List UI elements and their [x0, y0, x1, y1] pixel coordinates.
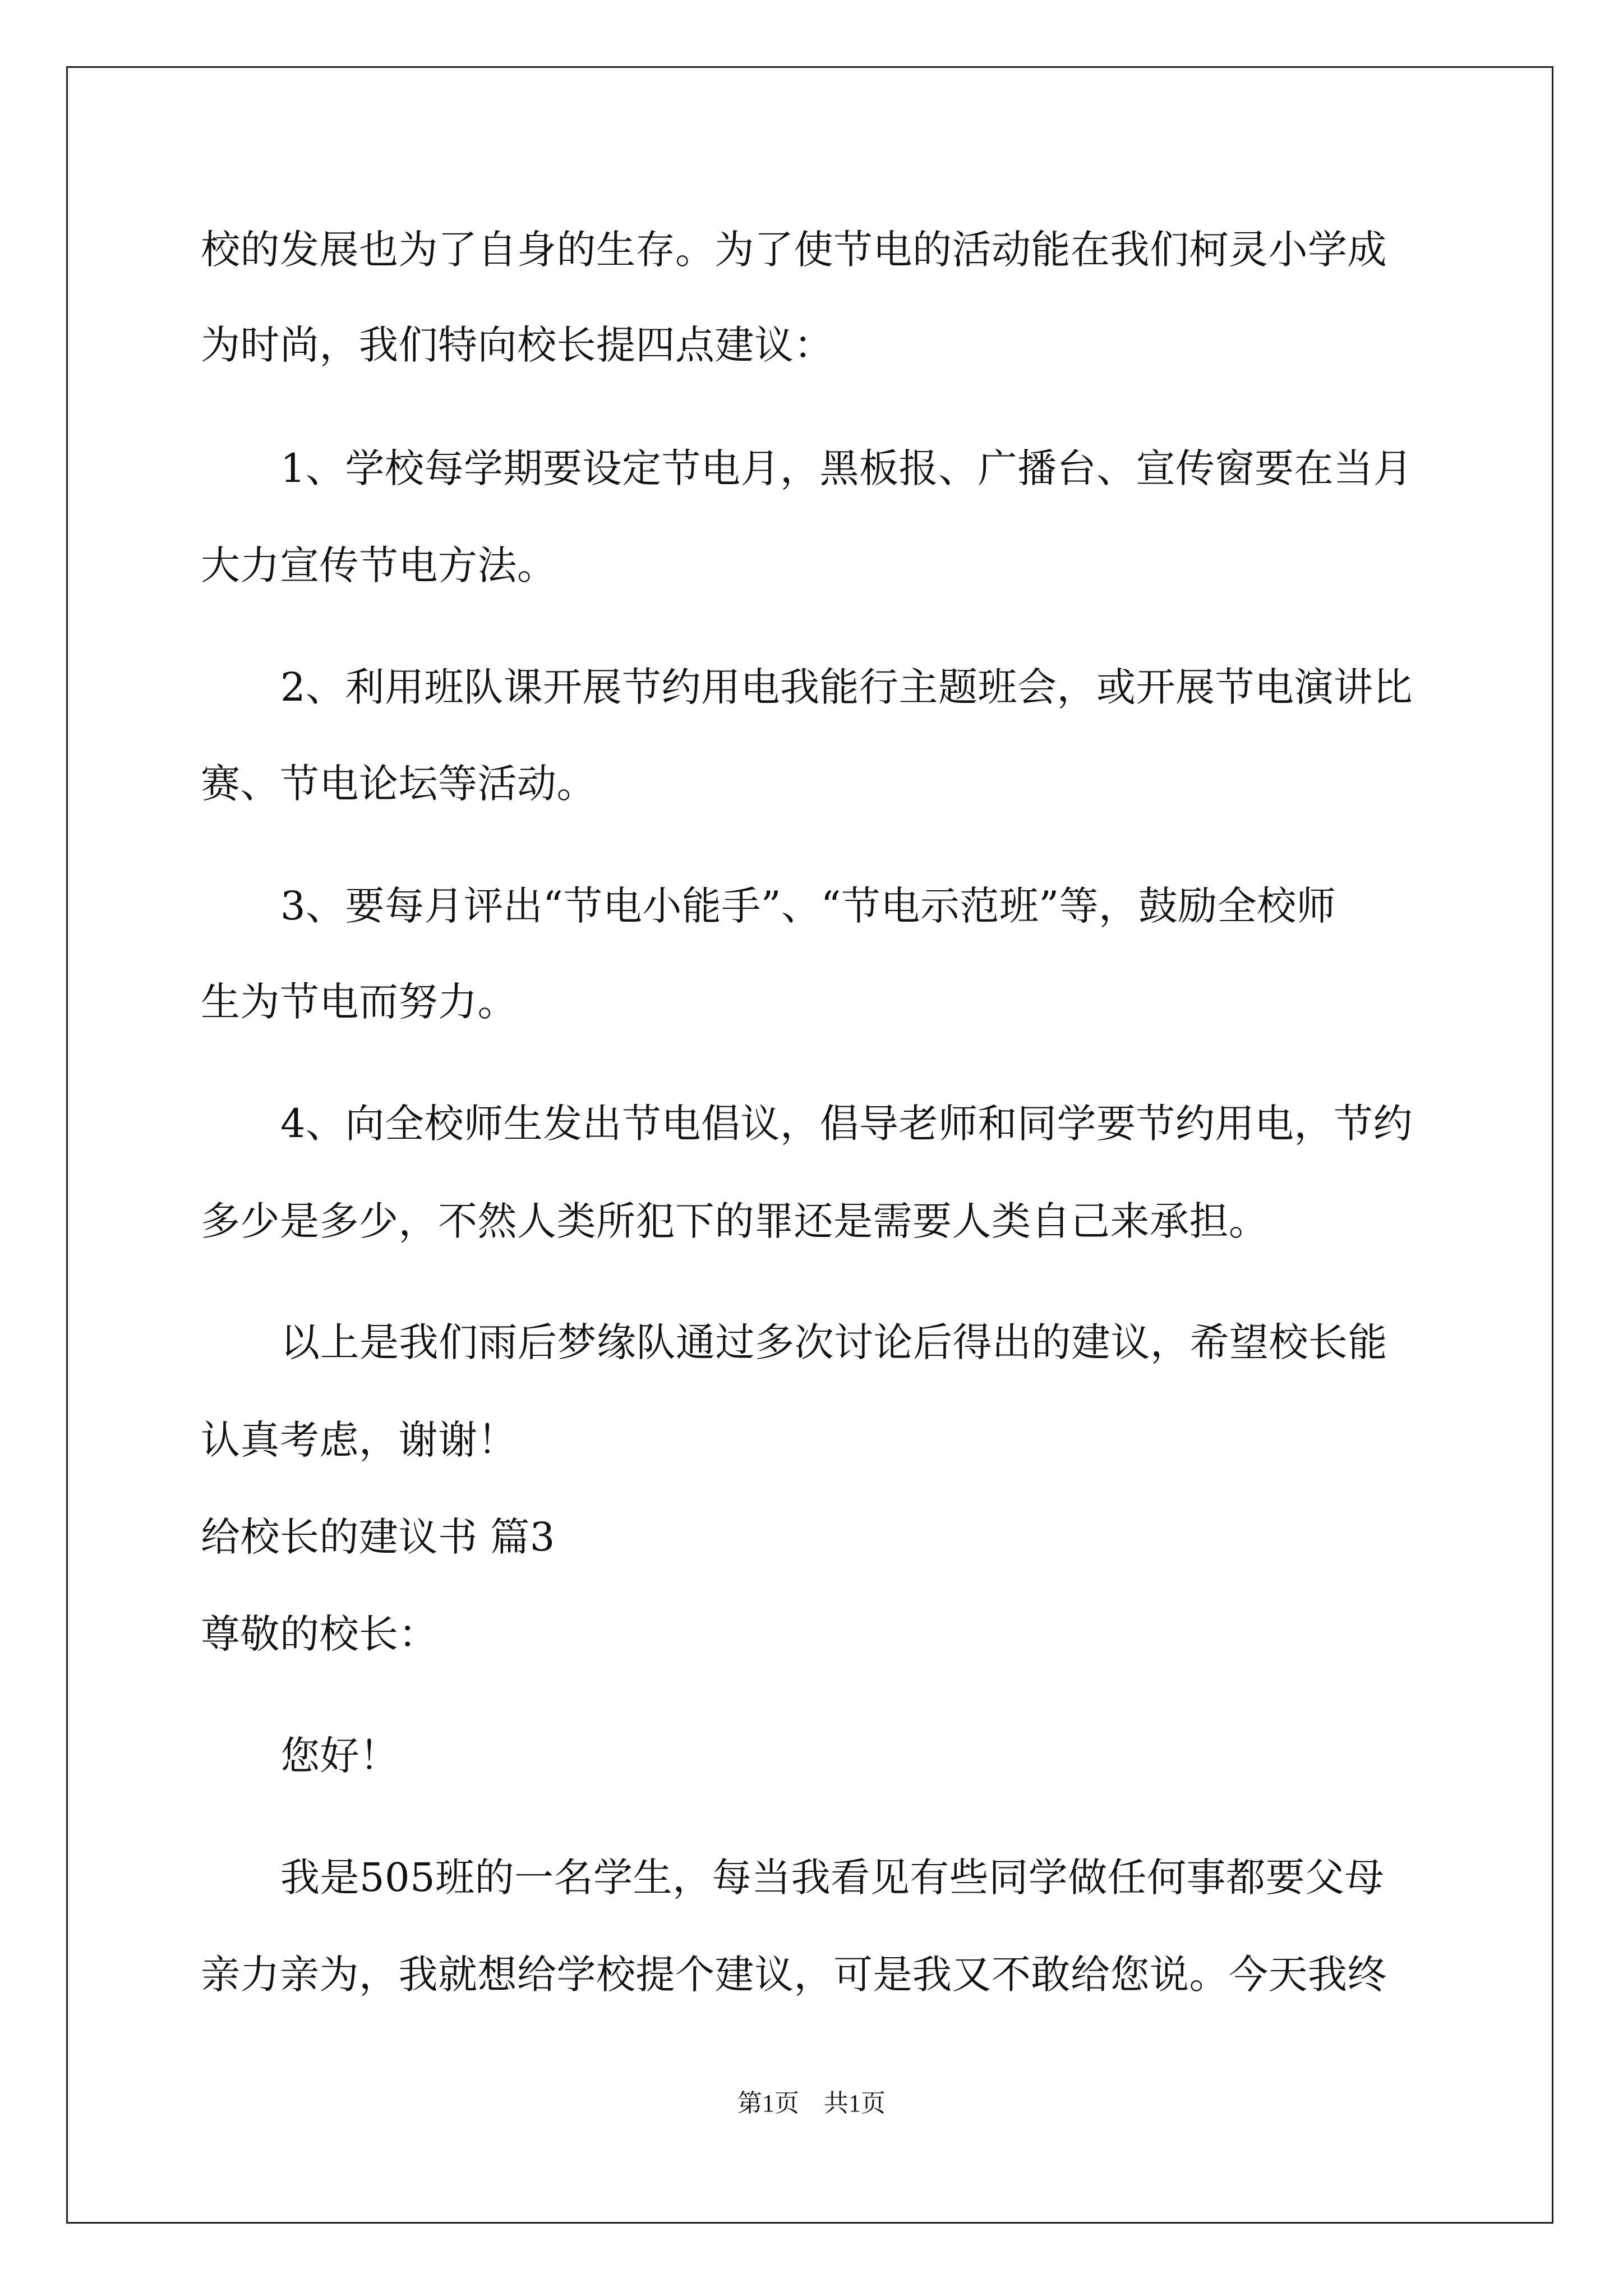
- greeting: 您好！: [280, 1733, 399, 1779]
- list-item-3-line: 生为节电而努力。: [201, 979, 517, 1025]
- body-text-line: 我是505班的一名学生，每当我看见有些同学做任何事都要父母: [280, 1855, 1385, 1901]
- list-item-2-line: 2、利用班队课开展节约用电我能行主题班会，或开展节电演讲比: [280, 664, 1413, 710]
- list-item-3-line: 3、要每月评出“节电小能手”、“节电示范班”等，鼓励全校师: [280, 883, 1336, 929]
- section-heading: 给校长的建议书 篇3: [201, 1514, 555, 1560]
- closing-paragraph-line: 以上是我们雨后梦缘队通过多次讨论后得出的建议，希望校长能: [280, 1319, 1387, 1365]
- list-item-4-line: 4、向全校师生发出节电倡议，倡导老师和同学要节约用电，节约: [280, 1101, 1413, 1147]
- closing-paragraph-line: 认真考虑，谢谢！: [201, 1417, 517, 1463]
- body-text-line: 校的发展也为了自身的生存。为了使节电的活动能在我们柯灵小学成: [201, 227, 1387, 273]
- body-text-line: 为时尚，我们特向校长提四点建议：: [201, 322, 833, 368]
- list-item-4-line: 多少是多少，不然人类所犯下的罪还是需要人类自己来承担。: [201, 1198, 1269, 1244]
- body-text-line: 亲力亲为，我就想给学校提个建议，可是我又不敢给您说。今天我终: [201, 1952, 1387, 1998]
- list-item-1-line: 大力宣传节电方法。: [201, 542, 557, 588]
- page-number-footer: 第1页 共1页: [737, 2090, 886, 2117]
- list-item-2-line: 赛、节电论坛等活动。: [201, 761, 596, 807]
- salutation: 尊敬的校长：: [201, 1611, 438, 1657]
- list-item-1-line: 1、学校每学期要设定节电月，黑板报、广播台、宣传窗要在当月: [280, 445, 1413, 491]
